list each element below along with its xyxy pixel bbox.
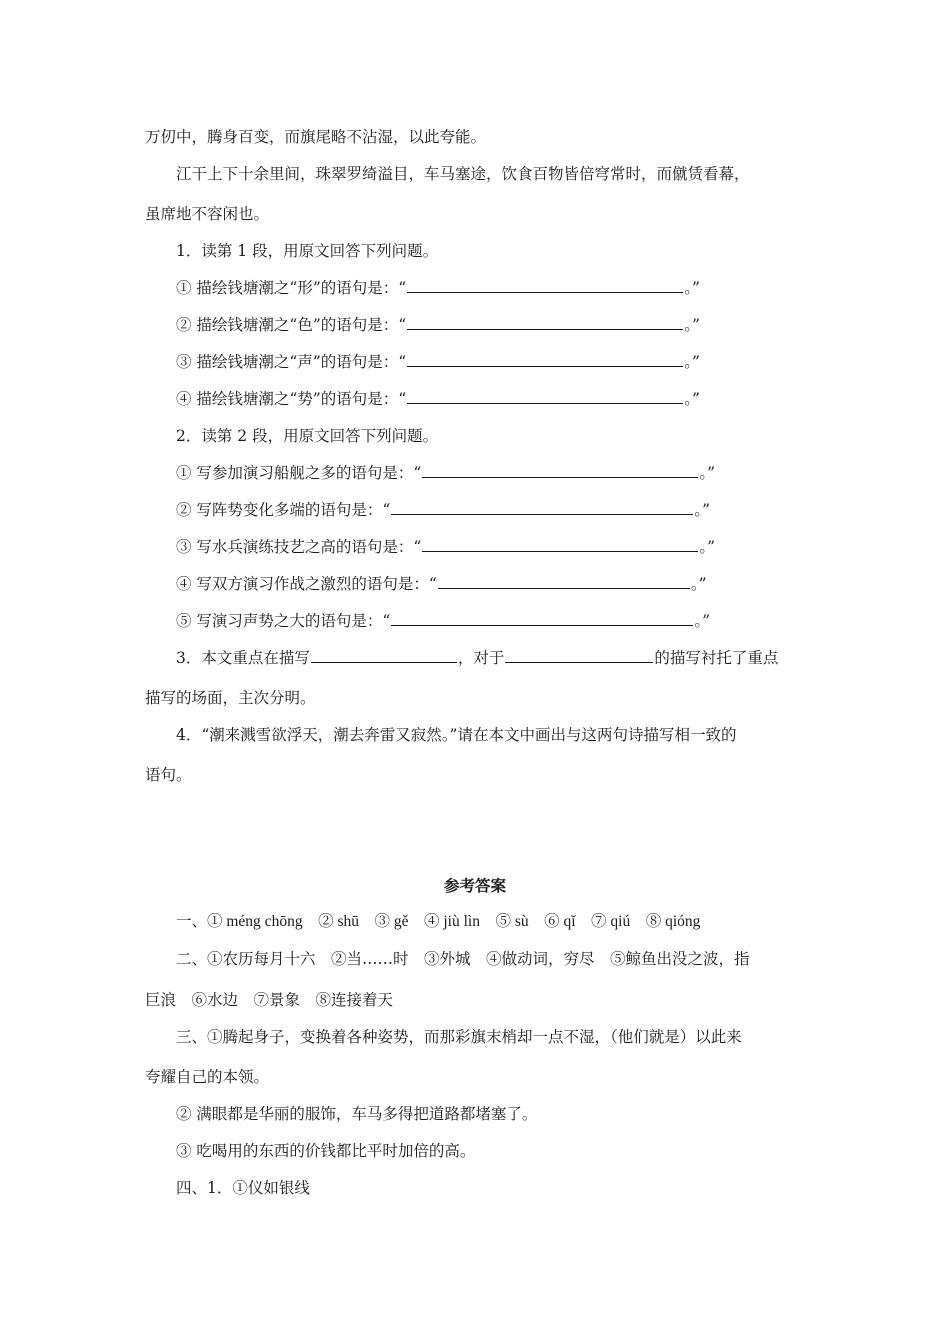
question-1-item-1-suffix: 。” (684, 279, 700, 297)
answer-section-3-item-3: ③ 吃喝用的东西的价钱都比平时加倍的高。 (176, 1142, 476, 1160)
answer-blank[interactable] (422, 462, 698, 478)
answer-blank[interactable] (422, 536, 698, 552)
question-2-item-5-suffix: 。” (694, 612, 711, 630)
answer-blank[interactable] (407, 351, 683, 367)
question-1-item-4-prefix: ④ 描绘钱塘潮之“势”的语句是：“ (176, 390, 407, 408)
answer-section-4: 四、1．①仪如银线 (176, 1179, 310, 1197)
question-3-part-1: 3．本文重点在描写 (176, 649, 310, 667)
answer-blank[interactable] (391, 499, 693, 515)
question-1-item-3-prefix: ③ 描绘钱塘潮之“声”的语句是：“ (176, 353, 407, 371)
question-2-item-3-prefix: ③ 写水兵演练技艺之高的语句是：“ (176, 538, 422, 556)
question-2-item-1-prefix: ① 写参加演习船舰之多的语句是：“ (176, 464, 422, 482)
question-1-title: 1．读第 1 段，用原文回答下列问题。 (176, 242, 439, 260)
question-1-item-1 (176, 277, 700, 299)
question-4-line-2: 语句。 (145, 766, 192, 784)
question-4-line-1: 4．“潮来溅雪欲浮天，潮去奔雷又寂然。”请在本文中画出与这两句诗描写相一致的 (176, 726, 737, 744)
question-1-item-4-suffix: 。” (684, 390, 700, 408)
question-2-item-2-prefix: ② 写阵势变化多端的语句是：“ (176, 501, 391, 519)
question-2-item-5-prefix: ⑤ 写演习声势之大的语句是：“ (176, 612, 391, 630)
passage-paragraph-1-tail: 万仞中，腾身百变，而旗尾略不沾湿，以此夸能。 (145, 128, 487, 146)
answer-blank[interactable] (391, 610, 693, 626)
question-3-part-2: ，对于 (457, 649, 505, 667)
question-2-item-4-suffix: 。” (690, 575, 707, 593)
question-2-item-1-suffix: 。” (699, 464, 716, 482)
question-1-item-3-suffix: 。” (684, 353, 700, 371)
answer-blank[interactable] (438, 573, 690, 589)
answer-blank[interactable] (407, 388, 683, 404)
question-3-line-1 (176, 647, 778, 669)
question-2-item-2-suffix: 。” (694, 501, 711, 519)
answer-blank[interactable] (407, 314, 683, 330)
question-1-item-2 (176, 314, 700, 336)
question-1-item-1-prefix: ① 描绘钱塘潮之“形”的语句是：“ (176, 279, 407, 297)
answer-blank[interactable] (407, 277, 683, 293)
answer-section-3-line-2: 夸耀自己的本领。 (145, 1068, 270, 1086)
question-1-item-3 (176, 351, 700, 373)
question-2-item-4 (176, 573, 707, 595)
passage-paragraph-2-line-1: 江干上下十余里间，珠翠罗绮溢目，车马塞途，饮食百物皆倍穹常时，而僦赁看幕， (176, 165, 750, 183)
question-2-item-5 (176, 610, 710, 632)
question-2-title: 2．读第 2 段，用原文回答下列问题。 (176, 427, 439, 445)
answer-section-3-line-1: 三、①腾起身子，变换着各种姿势，而那彩旗末梢却一点不湿，（他们就是）以此来 (176, 1028, 742, 1046)
question-2-item-1 (176, 462, 715, 484)
answers-heading: 参考答案 (443, 876, 506, 895)
answer-blank[interactable] (311, 647, 457, 663)
question-2-item-3-suffix: 。” (699, 538, 716, 556)
answer-section-3-item-2: ② 满眼都是华丽的服饰，车马多得把道路都堵塞了。 (176, 1105, 538, 1123)
question-1-item-2-prefix: ② 描绘钱塘潮之“色”的语句是：“ (176, 316, 407, 334)
question-3-line-2: 描写的场面，主次分明。 (145, 689, 316, 707)
question-1-item-4 (176, 388, 700, 410)
question-2-item-2 (176, 499, 710, 521)
answer-section-1: 一、① méng chōng ② shū ③ gě ④ jiù lìn ⑤ sù ⑥ qǐ ⑦ qiú ⑧ qióng (176, 913, 701, 930)
passage-paragraph-2-line-2: 虽席地不容闲也。 (145, 205, 270, 223)
question-1-item-2-suffix: 。” (684, 316, 700, 334)
question-3-part-3: 的描写衬托了重点 (654, 649, 779, 667)
question-2-item-4-prefix: ④ 写双方演习作战之激烈的语句是：“ (176, 575, 437, 593)
question-2-item-3 (176, 536, 715, 558)
answer-section-2-line-2: 巨浪 ⑥水边 ⑦景象 ⑧连接着天 (145, 991, 394, 1009)
answer-blank[interactable] (505, 647, 653, 663)
answer-section-2-line-1: 二、①农历每月十六 ②当……时 ③外城 ④做动词，穷尽 ⑤鲸鱼出没之波，指 (176, 950, 750, 968)
